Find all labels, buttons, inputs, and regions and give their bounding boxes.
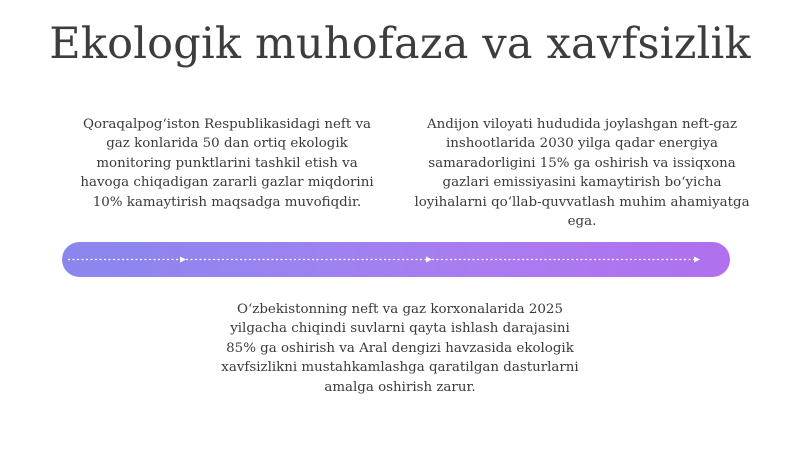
arrow-head-2-icon <box>426 257 432 263</box>
timeline-arrows <box>62 242 730 277</box>
paragraph-bottom: O‘zbekistonning neft va gaz korxonalarida 2025 yilgacha chiqindi suvlarni qayta ishlash darajasini 85% ga oshirish va Aral dengizi havzasida ekologik xavfsizlikni mustahkamlashga qaratilgan dasturlarni amalga oshirish zarur. <box>221 302 579 395</box>
paragraph-right: Andijon viloyati hududida joylashgan neft-gaz inshootlarida 2030 yilga qadar energiya samaradorligini 15% ga oshirish va issiqxona gazlari emissiyasini kamaytirish bo‘yicha loyihalarni qo‘llab-quvvatlash muhim ahamiyatga ega. <box>414 117 750 230</box>
timeline-bar <box>62 242 730 277</box>
slide-title: Ekologik muhofaza va xavfsizlik <box>49 19 751 69</box>
arrow-head-3-icon <box>694 257 700 263</box>
arrow-head-1-icon <box>180 257 186 263</box>
paragraph-left: Qoraqalpog‘iston Respublikasidagi neft va gaz konlarida 50 dan ortiq ekologik monitoring punktlarini tashkil etish va havoga chiqadigan zararli gazlar miqdorini 10% kamaytirish maqsadga muvofiqdir. <box>80 117 374 210</box>
